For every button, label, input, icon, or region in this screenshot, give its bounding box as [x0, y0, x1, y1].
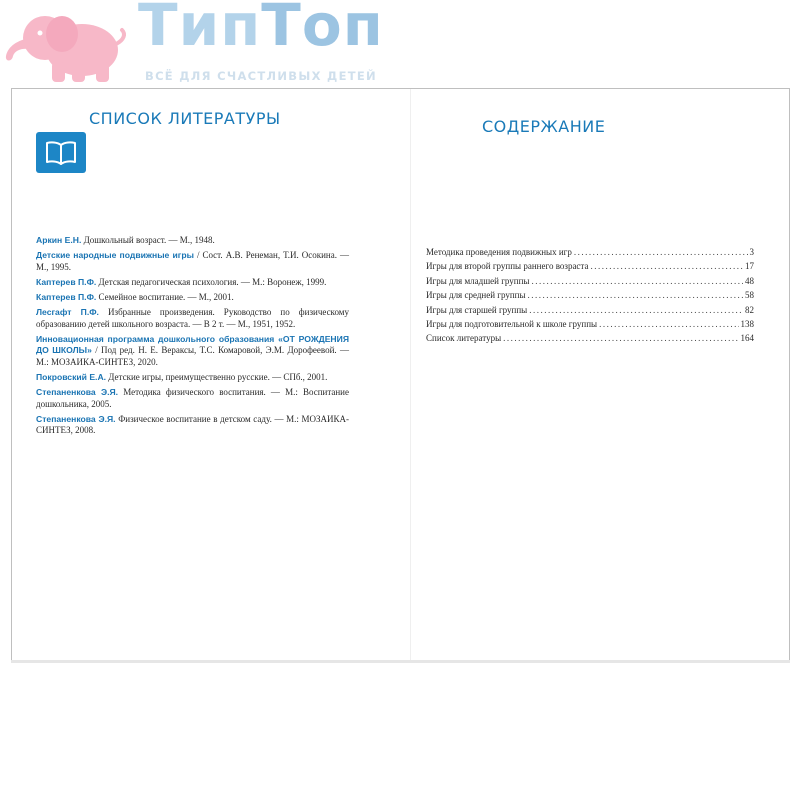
- reference-author: Детские народные подвижные игры: [36, 250, 194, 261]
- toc-entry[interactable]: [426, 276, 754, 290]
- reference-item: [36, 235, 349, 247]
- reference-item: [36, 307, 349, 330]
- reference-author: Каптерев П.Ф.: [36, 291, 97, 302]
- elephant-icon: [0, 0, 130, 86]
- reference-text: Детская педагогическая психология. — М.: Воронеж, 1999.: [96, 276, 327, 287]
- reference-text: Избранные произведения. Руководство по физическому образованию детей школьного возраста. — В 2 т. — М., 1951, 1952.: [36, 306, 349, 329]
- reference-author: Степаненкова Э.Я.: [36, 387, 119, 398]
- toc-leader: [528, 290, 743, 300]
- toc-entry-title: Игры для подготовительной к школе группы: [426, 318, 598, 329]
- reference-text: Детские игры, преимущественно русские. — СПб., 2001.: [106, 371, 328, 382]
- toc-entry-page: 3: [749, 247, 754, 257]
- toc-entry[interactable]: [426, 247, 754, 261]
- toc-leader: [599, 319, 738, 329]
- reference-text: / Под ред. Н. Е. Вераксы, Т.С. Комаровой, Э.М. Дорофеевой. — М.: МОЗАИКА-СИНТЕЗ, 2020.: [36, 345, 349, 367]
- contents-title: СОДЕРЖАНИЕ: [482, 117, 606, 136]
- reference-author: Аркин Е.Н.: [36, 235, 82, 245]
- toc-entry[interactable]: [426, 319, 754, 333]
- toc-entry-title: Игры для старшей группы: [426, 304, 528, 315]
- toc-entry[interactable]: [426, 261, 754, 275]
- reference-author: Лесгафт П.Ф.: [36, 306, 99, 317]
- toc-entry-page: 17: [745, 261, 754, 272]
- reference-item: [36, 277, 349, 289]
- bibliography-title: СПИСОК ЛИТЕРАТУРЫ: [89, 109, 281, 128]
- toc-entry-page: 138: [740, 318, 754, 329]
- toc-leader: [531, 276, 743, 286]
- toc-entry-title: Игры для второй группы раннего возраста: [426, 261, 589, 272]
- toc-entry[interactable]: [426, 290, 754, 304]
- brand-logo: [0, 0, 384, 88]
- toc-entry[interactable]: [426, 333, 754, 347]
- reference-author: Инновационная программа дошкольного образования «ОТ РОЖДЕНИЯ ДО ШКОЛЫ»: [36, 333, 349, 356]
- reference-item: [36, 292, 349, 304]
- toc-entry-page: 82: [745, 304, 754, 315]
- open-book-icon: [36, 132, 86, 173]
- reference-text: Физическое воспитание в детском саду. — М.: МОЗАИКА-СИНТЕЗ, 2008.: [36, 413, 349, 436]
- reference-item: [36, 414, 349, 437]
- toc-entry-title: Методика проведения подвижных игр: [426, 247, 572, 257]
- reference-item: [36, 372, 349, 384]
- toc-entry-page: 164: [740, 333, 754, 344]
- toc-entry-title: Игры для средней группы: [426, 290, 526, 301]
- toc-entry-page: 48: [745, 275, 754, 286]
- book-shadow: [11, 660, 790, 663]
- reference-item: [36, 387, 349, 410]
- book-spread: [11, 88, 790, 662]
- book-spine: [410, 89, 411, 661]
- brand-title: ТипТоп: [138, 0, 384, 59]
- toc-entry-title: Игры для младшей группы: [426, 275, 530, 286]
- reference-item: [36, 250, 349, 273]
- reference-author: Покровский Е.А.: [36, 371, 107, 382]
- reference-text: Дошкольный возраст. — М., 1948.: [81, 235, 215, 245]
- brand-subtitle: ВСЁ ДЛЯ СЧАСТЛИВЫХ ДЕТЕЙ: [145, 69, 377, 83]
- toc-entry-title: Список литературы: [426, 333, 502, 344]
- reference-text: Методика физического воспитания. — М.: Воспитание дошкольника, 2005.: [36, 387, 349, 409]
- toc-leader: [503, 333, 738, 343]
- reference-author: Каптерев П.Ф.: [36, 276, 97, 287]
- toc-entry[interactable]: [426, 305, 754, 319]
- reference-author: Степаненкова Э.Я.: [36, 413, 116, 424]
- toc-entry-page: 58: [745, 290, 754, 301]
- toc-leader: [529, 305, 743, 315]
- toc-leader: [590, 261, 743, 271]
- reference-text: Семейное воспитание. — М., 2001.: [96, 291, 234, 302]
- reference-list: [36, 235, 349, 440]
- toc-leader: [574, 247, 748, 257]
- table-of-contents: [426, 247, 754, 348]
- reference-text: / Сост. А.В. Ренеман, Т.И. Осокина. — М., 1995.: [36, 250, 349, 272]
- reference-item: [36, 334, 349, 369]
